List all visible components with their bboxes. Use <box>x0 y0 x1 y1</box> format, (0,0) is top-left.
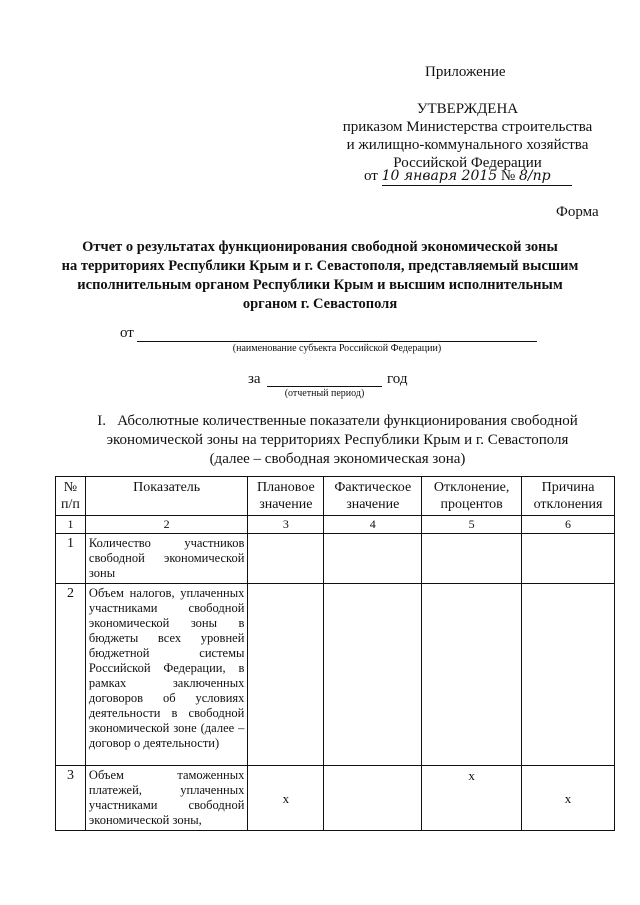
cell-planned[interactable]: x <box>248 766 324 831</box>
column-number: 4 <box>324 516 422 534</box>
from-input-line[interactable] <box>137 341 537 342</box>
cell-reason[interactable] <box>522 584 615 766</box>
appendix-label: Приложение <box>425 64 506 80</box>
row-number: 3 <box>56 766 86 831</box>
cell-actual[interactable] <box>324 766 422 831</box>
row-number: 2 <box>56 584 86 766</box>
cell-actual[interactable] <box>324 534 422 584</box>
cell-planned[interactable] <box>248 584 324 766</box>
cell-deviation[interactable] <box>422 534 522 584</box>
approved-by-line-2: и жилищно-коммунального хозяйства <box>346 137 589 153</box>
indicators-table <box>55 476 615 831</box>
cell-planned[interactable] <box>248 534 324 584</box>
number-prefix: № <box>500 168 516 184</box>
period-suffix: год <box>387 371 408 387</box>
form-label: Форма <box>556 204 599 220</box>
period-prefix: за <box>248 371 261 387</box>
column-number: 2 <box>85 516 247 534</box>
title-line-2: на территориях Республики Крым и г. Севастополя, представляемый высшим <box>61 258 579 274</box>
header-reason: Причина отклонения <box>522 477 615 516</box>
approval-block <box>330 100 605 172</box>
header-deviation: Отклонение, процентов <box>422 477 522 516</box>
period-input-line[interactable] <box>267 386 382 387</box>
header-indicator: Показатель <box>85 477 247 516</box>
header-planned: Плановое значение <box>248 477 324 516</box>
cell-actual[interactable] <box>324 584 422 766</box>
from-prefix: от <box>120 325 134 341</box>
title-line-4: органом г. Севастополя <box>242 296 398 312</box>
column-number-row <box>56 516 615 534</box>
table-row <box>56 534 615 584</box>
order-date-field <box>382 168 572 186</box>
cell-reason[interactable]: x <box>522 766 615 831</box>
row-indicator: Объем налогов, уплаченных участниками свободной экономической зоны в бюджеты всех уровней бюджетной системы Российской Федерации, в рамках заключенных договоров об условиях деятельности в свободной экономической зоне (далее – договор о деятельности) <box>85 584 247 766</box>
header-num: № п/п <box>56 477 86 516</box>
period-caption: (отчетный период) <box>284 388 365 399</box>
from-caption: (наименование субъекта Российской Федерации) <box>232 343 442 354</box>
title-line-1: Отчет о результатах функционирования свободной экономической зоны <box>82 239 558 255</box>
section-line-1: I. Абсолютные количественные показатели функционирования свободной <box>97 413 578 429</box>
header-actual: Фактическое значение <box>324 477 422 516</box>
section-one-heading <box>80 412 595 469</box>
cell-deviation[interactable] <box>422 584 522 766</box>
column-number: 1 <box>56 516 86 534</box>
handwritten-date: 10 января 2015 <box>381 168 498 184</box>
column-number: 6 <box>522 516 615 534</box>
date-prefix: от <box>364 168 378 184</box>
row-indicator: Количество участников свободной экономической зоны <box>85 534 247 584</box>
section-line-3: (далее – свободная экономическая зона) <box>209 451 466 467</box>
column-number: 3 <box>248 516 324 534</box>
column-number: 5 <box>422 516 522 534</box>
cell-deviation[interactable]: x <box>422 766 522 831</box>
title-line-3: исполнительным органом Республики Крым и высшим исполнительным <box>77 277 563 293</box>
approved-label: УТВЕРЖДЕНА <box>416 101 519 117</box>
table-row <box>56 766 615 831</box>
row-indicator: Объем таможенных платежей, уплаченных участниками свободной экономической зоны, <box>85 766 247 831</box>
row-number: 1 <box>56 534 86 584</box>
approved-by-line-1: приказом Министерства строительства <box>342 119 593 135</box>
report-title <box>60 238 580 314</box>
approved-by-line-3: Российской Федерации <box>393 155 542 171</box>
table-header-row <box>56 477 615 516</box>
order-date-line <box>364 168 564 186</box>
table-row <box>56 584 615 766</box>
section-line-2: экономической зоны на территориях Республики Крым и г. Севастополя <box>106 432 569 448</box>
cell-reason[interactable] <box>522 534 615 584</box>
handwritten-number: 8/пр <box>518 168 551 184</box>
